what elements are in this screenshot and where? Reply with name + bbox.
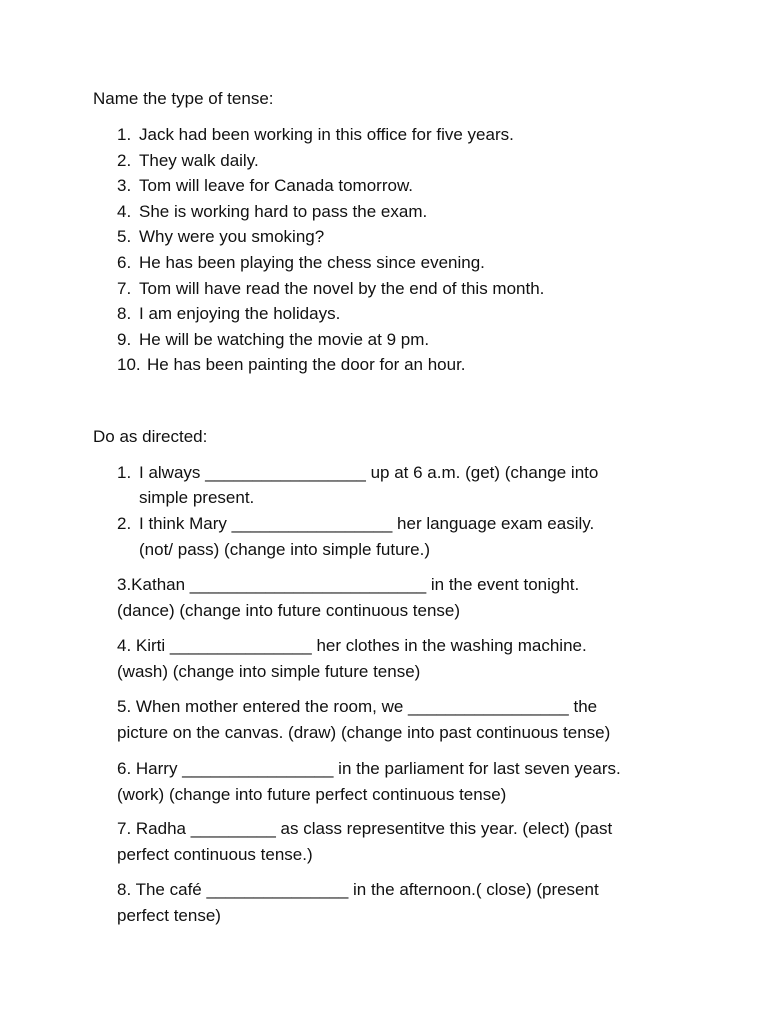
item-text: They walk daily. [139,151,259,170]
item-text-line1: I think Mary _________________ her language exam easily. [139,514,595,533]
exercise-paragraph [117,816,612,867]
item-text: He has been playing the chess since evening. [139,253,485,272]
paragraph-line1: 4. Kirti _______________ her clothes in the washing machine. [117,636,587,655]
paragraph-line1: 7. Radha _________ as class representitve this year. (elect) (past [117,819,613,838]
exercise-paragraph [117,633,587,684]
item-number: 2. [117,514,132,533]
item-text: Tom will leave for Canada tomorrow. [139,176,414,195]
item-number: 5. [117,227,132,246]
item-number: 6. [117,253,132,272]
item-text: Tom will have read the novel by the end of this month. [139,279,545,298]
exercise-paragraph [117,756,621,807]
item-text-line1: I always _________________ up at 6 a.m. (get) (change into [139,463,599,482]
exercise-paragraph [117,877,599,928]
exercise-paragraph [117,572,579,623]
item-number: 8. [117,304,132,323]
item-number: 1. [117,463,132,482]
item-number: 1. [117,125,132,144]
paragraph-line2: (dance) (change into future continuous tense) [117,600,461,620]
item-text: I am enjoying the holidays. [139,304,341,323]
item-text: Jack had been working in this office for five years. [139,125,514,144]
paragraph-line2: (work) (change into future perfect continuous tense) [117,784,507,804]
exercise-paragraph [117,694,610,745]
section1-heading: Name the type of tense: [93,89,274,108]
paragraph-line1: 5. When mother entered the room, we _________________ the [117,697,598,716]
paragraph-line1: 6. Harry ________________ in the parliament for last seven years. [117,759,621,778]
item-text: He will be watching the movie at 9 pm. [139,330,430,349]
paragraph-line2: perfect tense) [117,905,221,925]
section2-heading: Do as directed: [93,427,208,446]
item-text-line2: simple present. [139,488,255,507]
item-number: 7. [117,279,132,298]
paragraph-line2: picture on the canvas. (draw) (change into past continuous tense) [117,722,611,742]
item-number: 4. [117,202,132,221]
paragraph-line2: (wash) (change into simple future tense) [117,661,421,681]
item-text: She is working hard to pass the exam. [139,202,428,221]
item-number: 9. [117,330,132,349]
item-number: 10. [117,355,141,374]
item-number: 3. [117,176,132,195]
paragraph-line1: 3.Kathan _________________________ in the event tonight. [117,575,580,594]
item-number: 2. [117,151,132,170]
paragraph-line2: perfect continuous tense.) [117,844,313,864]
item-text-line2: (not/ pass) (change into simple future.) [139,540,431,559]
item-text: Why were you smoking? [139,227,325,246]
paragraph-line1: 8. The café _______________ in the afternoon.( close) (present [117,880,599,899]
item-text: He has been painting the door for an hour. [147,355,466,374]
